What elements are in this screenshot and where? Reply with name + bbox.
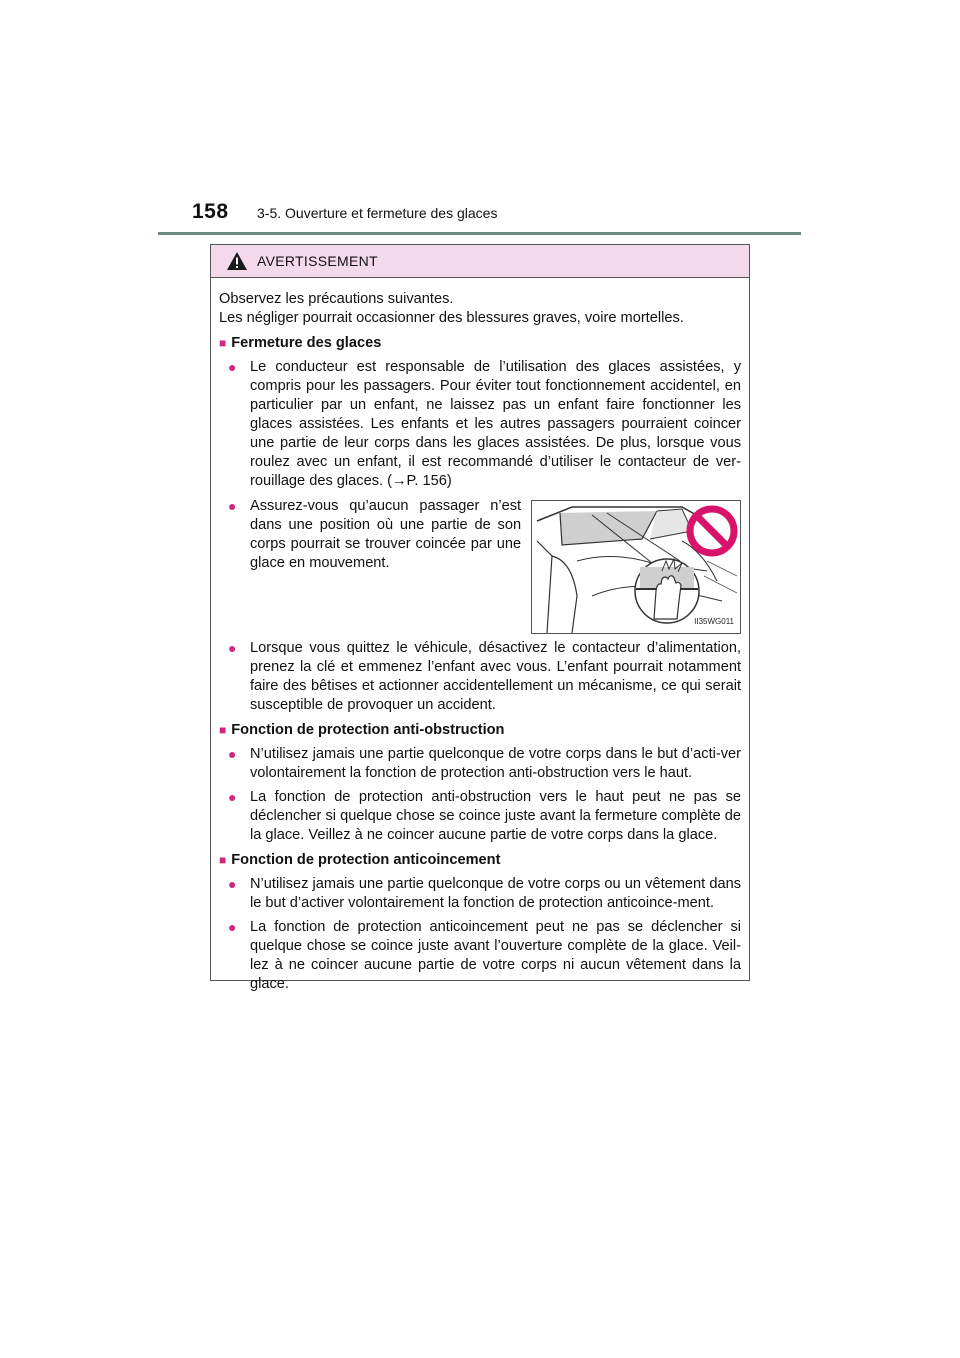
section-title: Fonction de protection anticoincement [231, 852, 501, 868]
list-item [219, 788, 741, 845]
section-heading [219, 721, 741, 740]
list-item [219, 497, 521, 634]
circle-bullet-icon: ● [228, 498, 237, 514]
warning-box [210, 244, 750, 992]
list-item [219, 875, 741, 913]
circle-bullet-icon: ● [228, 746, 237, 762]
bullet-text: N’utilisez jamais une partie quelconque de votre corps ou un vêtement dans le but d’activer volontairement la fonction de protection anticoince-ment. [250, 876, 741, 911]
square-bullet-icon: ■ [219, 723, 227, 737]
warning-triangle-icon [226, 251, 248, 271]
figure-code: II35WG011 [694, 617, 734, 626]
circle-bullet-icon: ● [228, 640, 237, 656]
window-pinch-illustration [531, 500, 741, 634]
intro-line: Les négliger pourrait occasionner des blessures graves, voire mortelles. [219, 310, 684, 326]
list-item [219, 358, 741, 491]
warning-intro [219, 290, 741, 328]
bullet-text: Assurez-vous qu’aucun passager n’est dans une position où une partie de son corps pourrait se trouver coincée par une glace en mouvement. [250, 498, 522, 571]
square-bullet-icon: ■ [219, 336, 227, 350]
bullet-text: La fonction de protection anticoincement peut ne pas se déclencher si quelque chose se coince juste avant l’ouverture complète de la glace. Veil-lez à ne coincer aucune partie de votre corps ni aucun vêtement dans la glace. [250, 919, 741, 992]
section-heading [219, 851, 741, 870]
prohibition-icon [690, 509, 734, 553]
circle-bullet-icon: ● [228, 876, 237, 892]
circle-bullet-icon: ● [228, 919, 237, 935]
section-title: Fermeture des glaces [231, 335, 382, 351]
intro-line: Observez les précautions suivantes. [219, 291, 454, 307]
bullet-text: N’utilisez jamais une partie quelconque de votre corps dans le but d’acti-ver volontairement la fonction de protection anti-obstruction vers le haut. [250, 746, 741, 781]
bullet-with-figure [219, 497, 741, 634]
bullet-text: Le conducteur est responsable de l’utilisation des glaces assistées, y compris pour les passagers. Pour éviter tout fonctionnement accidentel, en particulier par un enfant, ne laissez pas un enfant faire fonctionner les glaces assistées. Les enfants et les autres passagers pourraient coincer une partie de leur corps dans les glaces assistées. De plus, lorsque vous roulez avec un enfant, il est recommandé d’utiliser le contacteur de ver-rouillage des glaces. (→P. 156) [250, 359, 741, 489]
page-number: 158 [192, 200, 229, 223]
bullet-text: Lorsque vous quittez le véhicule, désactivez le contacteur d’alimentation, prenez la clé et emmenez l’enfant avec vous. L’enfant pourrait notamment faire des bêtises et actionner accidentellement un mécanisme, ce qui serait susceptible de provoquer un accident. [250, 640, 741, 713]
circle-bullet-icon: ● [228, 789, 237, 805]
list-item [219, 918, 741, 994]
chapter-title: 3-5. Ouverture et fermeture des glaces [257, 205, 498, 221]
header-rule [158, 232, 801, 235]
section-title: Fonction de protection anti-obstruction [231, 722, 505, 738]
warning-title: AVERTISSEMENT [257, 253, 378, 269]
square-bullet-icon: ■ [219, 853, 227, 867]
warning-body [211, 278, 749, 994]
warning-header [211, 245, 749, 278]
circle-bullet-icon: ● [228, 359, 237, 375]
section-heading [219, 334, 741, 353]
bullet-text: La fonction de protection anti-obstruction vers le haut peut ne pas se déclencher si quelque chose se coince juste avant la fermeture complète de la glace. Veillez à ne coincer aucune partie de votre corps dans la glace. [250, 789, 741, 843]
list-item [219, 745, 741, 783]
list-item [219, 639, 741, 715]
